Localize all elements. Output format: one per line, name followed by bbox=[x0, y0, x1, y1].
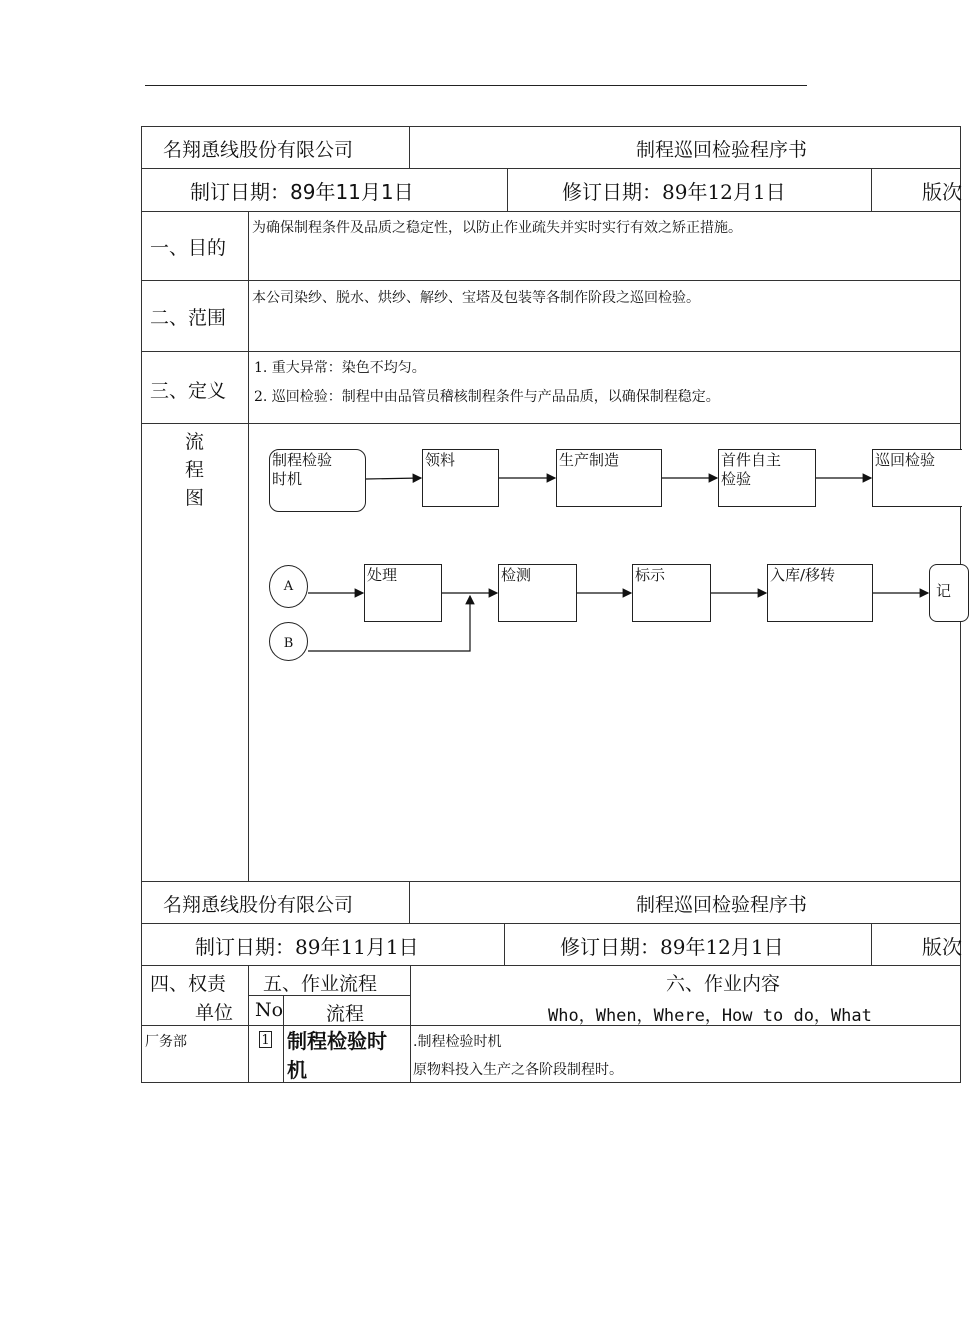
col-content-title: 六、作业内容 bbox=[666, 973, 781, 995]
version-label: 版次 bbox=[922, 180, 962, 204]
flowchart-label-3: 图 bbox=[185, 487, 205, 509]
col-process-flow: 流程 bbox=[326, 1003, 365, 1025]
definition-label: 三、定义 bbox=[150, 380, 227, 402]
company-name-2: 名翔恿线股份有限公司 bbox=[163, 894, 354, 916]
row-content-1: .制程检验时机 bbox=[413, 1034, 502, 1050]
flow-node-first-article: 首件自主 检验 bbox=[718, 449, 816, 507]
flow-node-testing: 检测 bbox=[498, 564, 577, 622]
scope-label: 二、范围 bbox=[150, 307, 227, 329]
definition-item-2: 2. 巡回检验：制程中由品管员稽核制程条件与产品品质，以确保制程稳定。 bbox=[254, 389, 720, 405]
doc-title-2: 制程巡回检验程序书 bbox=[636, 894, 808, 916]
col-process-title: 五、作业流程 bbox=[263, 973, 378, 995]
doc-title: 制程巡回检验程序书 bbox=[636, 139, 808, 161]
col-responsibility-line1: 四、权责 bbox=[150, 973, 227, 995]
purpose-label: 一、目的 bbox=[150, 237, 227, 259]
flow-node-record: 记 bbox=[929, 564, 969, 622]
col-responsibility-line2: 单位 bbox=[195, 1002, 234, 1024]
revision-date-2: 修订日期：89年12月1日 bbox=[560, 935, 784, 959]
flowchart-label-1: 流 bbox=[185, 431, 205, 453]
company-name: 名翔恿线股份有限公司 bbox=[163, 139, 354, 161]
row-flow-step: 制程检验时机 bbox=[287, 1029, 387, 1082]
flow-node-patrol-inspection: 巡回检验 bbox=[872, 449, 962, 507]
version-label-2: 版次 bbox=[922, 935, 962, 959]
row-number: 1 bbox=[259, 1031, 272, 1048]
flow-node-material-pick: 领料 bbox=[422, 449, 499, 507]
revision-date: 修订日期：89年12月1日 bbox=[562, 180, 786, 204]
purpose-text: 为确保制程条件及品质之稳定性，以防止作业疏失并实时实行有效之矫正措施。 bbox=[252, 220, 742, 236]
flow-node-storage-transfer: 入库/移转 bbox=[767, 564, 873, 622]
connector-a: A bbox=[269, 565, 308, 608]
flowchart-label-2: 程 bbox=[185, 459, 205, 481]
flow-node-labeling: 标示 bbox=[632, 564, 711, 622]
col-process-no: No bbox=[255, 999, 284, 1021]
connector-b: B bbox=[269, 622, 308, 661]
scope-text: 本公司染纱、脱水、烘纱、解纱、宝塔及包装等各制作阶段之巡回检验。 bbox=[252, 290, 700, 306]
made-date: 制订日期：89年11月1日 bbox=[190, 180, 414, 204]
row-content-2: 原物料投入生产之各阶段制程时。 bbox=[413, 1062, 623, 1078]
made-date-2: 制订日期：89年11月1日 bbox=[195, 935, 419, 959]
row-unit: 厂务部 bbox=[145, 1034, 187, 1050]
flow-node-handling: 处理 bbox=[364, 564, 442, 622]
definition-item-1: 1. 重大异常：染色不均匀。 bbox=[254, 360, 426, 376]
col-content-subtitle: Who，When，Where，How to do，What bbox=[548, 1006, 872, 1026]
flow-node-production: 生产制造 bbox=[556, 449, 662, 507]
flow-node-inspection-timing: 制程检验 时机 bbox=[269, 449, 366, 512]
